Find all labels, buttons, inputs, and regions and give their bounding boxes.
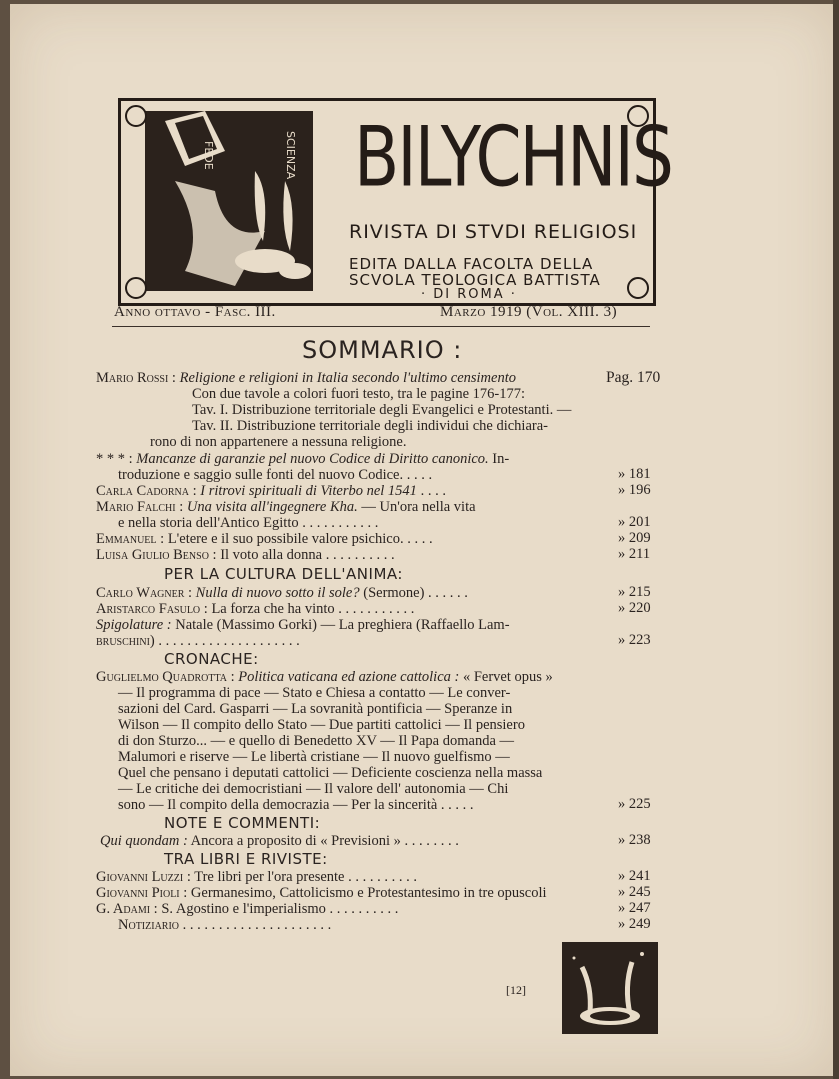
issue-year: Anno ottavo - Fasc. III. xyxy=(114,304,276,320)
toc-entry-cont: e nella storia dell'Antico Egitto . . . . . . . . . . . xyxy=(118,515,379,531)
page-number: » 247 xyxy=(618,900,651,916)
section-heading: CRONACHE: xyxy=(164,650,259,668)
ornament-icon xyxy=(125,105,147,127)
journal-title: BILYCHNIS xyxy=(354,109,672,206)
emblem-right-word: SCIENZA xyxy=(284,131,297,180)
page-number: » 225 xyxy=(618,796,651,812)
page-number: » 245 xyxy=(618,884,651,900)
toc-entry-cont: bruschini) . . . . . . . . . . . . . . . . . . . . xyxy=(96,633,300,649)
page-number: » 209 xyxy=(618,530,651,546)
ornament-icon xyxy=(627,277,649,299)
page-number: » 249 xyxy=(618,916,651,932)
toc-entry-cont: — Le critiche dei democristiani — Il valore dell' autonomia — Chi xyxy=(118,781,509,797)
toc-entry: Qui quondam : Ancora a proposito di « Previsioni » . . . . . . . . xyxy=(100,833,459,849)
page-number: » 223 xyxy=(618,632,651,648)
page-number: » 241 xyxy=(618,868,651,884)
toc-note: Tav. II. Distribuzione territoriale degli individui che dichiara- xyxy=(192,418,548,434)
toc-note: rono di non appartenere a nessuna religione. xyxy=(150,434,407,450)
toc-entry: Notiziario . . . . . . . . . . . . . . . . . . . . . xyxy=(118,917,332,933)
page-number: » 181 xyxy=(618,466,651,482)
journal-subtitle: RIVISTA DI STVDI RELIGIOSI xyxy=(349,221,638,243)
toc-note: Con due tavole a colori fuori testo, tra le pagine 176-177: xyxy=(192,386,526,402)
page-number: » 201 xyxy=(618,514,651,530)
toc-entry: Guglielmo Quadrotta : Politica vaticana ed azione cattolica : « Fervet opus » xyxy=(96,669,553,685)
toc-entry-cont: — Il programma di pace — Stato e Chiesa a contatto — Le conver- xyxy=(118,685,511,701)
toc-entry: * * * : Mancanze di garanzie pel nuovo Codice di Diritto canonico. In- xyxy=(96,451,510,467)
issue-date: Marzo 1919 (Vol. XIII. 3) xyxy=(440,304,618,320)
toc-entry: Aristarco Fasulo : La forza che ha vinto . . . . . . . . . . . xyxy=(96,601,415,617)
toc-entry: Giovanni Pioli : Germanesimo, Cattolicismo e Protestantesimo in tre opuscoli xyxy=(96,885,547,901)
toc-entry: Spigolature : Natale (Massimo Gorki) — La preghiera (Raffaello Lam- xyxy=(96,617,510,633)
emblem-left-word: FEDE xyxy=(202,141,215,170)
toc-entry-cont: sazioni del Card. Gasparri — La sovranità pontificia — Speranze in xyxy=(118,701,513,717)
toc-entry: Carlo Wagner : Nulla di nuovo sotto il sole? (Sermone) . . . . . . xyxy=(96,585,468,601)
folio: [12] xyxy=(506,983,526,997)
divider xyxy=(112,326,650,327)
toc-entry: Mario Rossi : Religione e religioni in Italia secondo l'ultimo censimento xyxy=(96,370,516,386)
toc-entry: G. Adami : S. Agostino e l'imperialismo . . . . . . . . . . xyxy=(96,901,399,917)
toc-entry: Emmanuel : L'etere e il suo possibile valore psichico. . . . . xyxy=(96,531,433,547)
toc-entry-cont: Wilson — Il compito dello Stato — Due partiti cattolici — Il pensiero xyxy=(118,717,525,733)
ornament-icon xyxy=(125,277,147,299)
page-number: » 211 xyxy=(618,546,651,562)
toc-entry-cont: Malumori e riserve — Le libertà cristiane — Il nuovo guelfismo — xyxy=(118,749,510,765)
page-number: Pag. 170 xyxy=(606,369,661,386)
page-number: » 196 xyxy=(618,482,651,498)
section-heading: TRA LIBRI E RIVISTE: xyxy=(164,850,328,868)
toc-entry-cont: sono — Il compito della democrazia — Per la sincerità . . . . . xyxy=(118,797,474,813)
toc-note: Tav. I. Distribuzione territoriale degli Evangelici e Protestanti. — xyxy=(192,402,572,418)
toc-entry: Giovanni Luzzi : Tre libri per l'ora presente . . . . . . . . . . xyxy=(96,869,417,885)
ornament-icon xyxy=(627,105,649,127)
contents-heading: SOMMARIO : xyxy=(302,336,463,364)
page-number: » 215 xyxy=(618,584,651,600)
toc-entry-cont: Quel che pensano i deputati cattolici — Deficiente coscienza nella massa xyxy=(118,765,543,781)
publisher-line-3: · DI ROMA · xyxy=(421,287,517,302)
page-number: » 238 xyxy=(618,832,651,848)
page-edge xyxy=(833,0,839,1079)
toc-entry-cont: troduzione e saggio sulle fonti del nuovo Codice. . . . . xyxy=(118,467,433,483)
emblem-woodcut xyxy=(145,111,313,291)
section-heading: NOTE E COMMENTI: xyxy=(164,814,321,832)
publisher-line-2: SCVOLA TEOLOGICA BATTISTA xyxy=(349,271,601,289)
publisher-line-1: EDITA DALLA FACOLTA DELLA xyxy=(349,255,594,273)
section-heading: PER LA CULTURA DELL'ANIMA: xyxy=(164,565,403,583)
page-number: » 220 xyxy=(618,600,651,616)
vignette-woodcut xyxy=(562,942,658,1034)
masthead xyxy=(118,98,672,306)
toc-entry: Mario Falchi : Una visita all'ingegnere Kha. — Un'ora nella vita xyxy=(96,499,476,515)
toc-entry: Luisa Giulio Benso : Il voto alla donna . . . . . . . . . . xyxy=(96,547,395,563)
toc-entry-cont: di don Sturzo... — e quello di Benedetto XV — Il Papa domanda — xyxy=(118,733,515,749)
toc-entry: Carla Cadorna : I ritrovi spirituali di Viterbo nel 1541 . . . . xyxy=(96,483,446,499)
